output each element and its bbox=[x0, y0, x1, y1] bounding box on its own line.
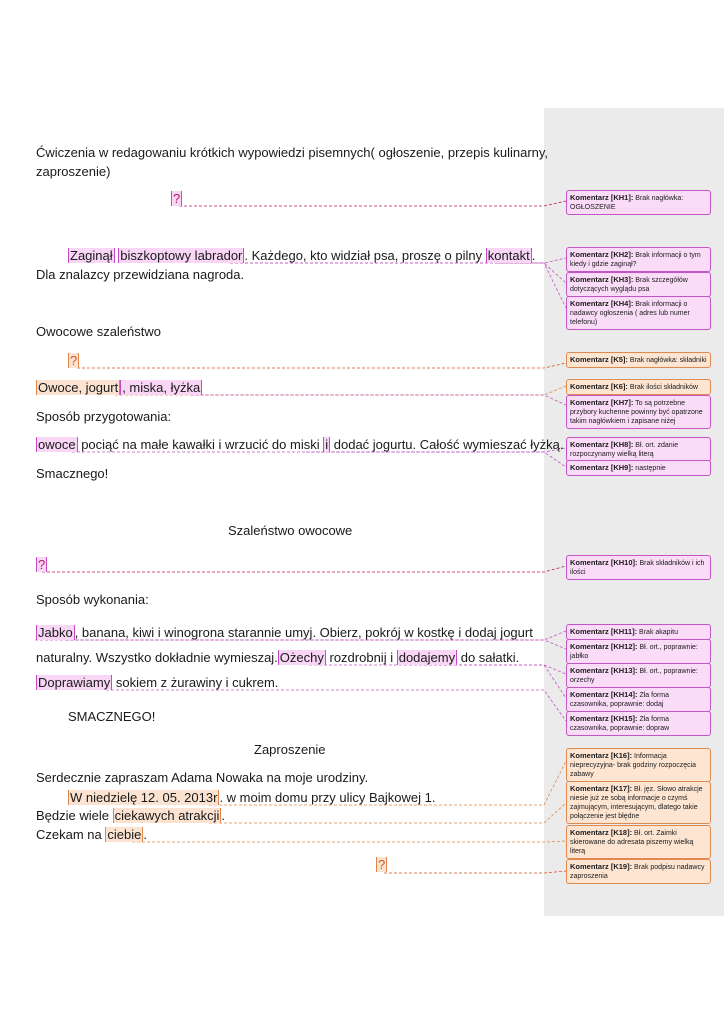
recipe-2-method-label: Sposób wykonania: bbox=[36, 592, 149, 607]
comment-k19[interactable]: Komentarz [K19]: Brak podpisu nadawcy zaproszenia bbox=[566, 859, 711, 884]
comment-k18[interactable]: Komentarz [K18]: Bł. ort. Zaimki skierowane do adresata piszemy wielką literą bbox=[566, 825, 711, 859]
invitation-line-1: Serdecznie zapraszam Adama Nowaka na moje urodziny. bbox=[36, 770, 369, 785]
comment-k16[interactable]: Komentarz [K16]: Informacja nieprecyzyjna- brak godziny rozpoczęcia zabawy bbox=[566, 748, 711, 782]
invitation-line-4: Czekam na ciebie . bbox=[36, 827, 147, 842]
comment-kh13[interactable]: Komentarz [KH13]: Bł. ort., poprawnie: orzechy bbox=[566, 663, 711, 688]
comment-k17[interactable]: Komentarz [K17]: Bł. jęz. Słowo atrakcje niesie już ze sobą informacje o czymś zajmującym, interesującym, dlatego takie połączenie jest błędne bbox=[566, 781, 711, 824]
comment-kh12[interactable]: Komentarz [KH12]: Bł. ort., poprawnie: jabłko bbox=[566, 639, 711, 664]
missing-signature-marker: ? bbox=[378, 857, 386, 872]
recipe-1-method-label: Sposób przygotowania: bbox=[36, 409, 172, 424]
title-line-2: zaproszenie) bbox=[36, 164, 111, 179]
comment-kh11[interactable]: Komentarz [KH11]: Brak akapitu bbox=[566, 624, 711, 640]
comment-kh8[interactable]: Komentarz [KH8]: Bł. ort. zdanie rozpoczynamy wielką literą bbox=[566, 437, 711, 462]
recipe-1-title: Owocowe szaleństwo bbox=[36, 324, 161, 339]
invitation-line-2: W niedzielę 12. 05. 2013r . w moim domu przy ulicy Bajkowej 1. bbox=[70, 790, 436, 805]
comment-kh4[interactable]: Komentarz [KH4]: Brak informacji o nadawcy ogłoszenia ( adres lub numer telefonu) bbox=[566, 296, 711, 330]
ogloszenie-line-1: Zaginął biszkoptowy labrador . Każdego, kto widział psa, proszę o pilny kontakt . bbox=[70, 248, 536, 263]
comment-k5[interactable]: Komentarz [K5]: Brak nagłówka: składniki bbox=[566, 352, 711, 368]
missing-ingredients-marker: ? bbox=[38, 557, 46, 572]
ogloszenie-line-2: Dla znalazcy przewidziana nagroda. bbox=[36, 267, 245, 282]
comment-kh15[interactable]: Komentarz [KH15]: Zła forma czasownika, poprawnie: dopraw bbox=[566, 711, 711, 736]
missing-header-marker-1: ? bbox=[173, 191, 181, 206]
comment-kh2[interactable]: Komentarz [KH2]: Brak informacji o tym kiedy i gdzie zaginął? bbox=[566, 247, 711, 272]
recipe-2-line-1: Jabko , banana, kiwi i winogrona starannie umyj. Obierz, pokrój w kostkę i dodaj jogurt bbox=[38, 625, 533, 640]
comment-kh7[interactable]: Komentarz [KH7]: To są potrzebne przybory kuchenne powinny być opatrzone takim nagłówkiem i zapisane niżej bbox=[566, 395, 711, 429]
recipe-2-line-2: naturalny. Wszystko dokładnie wymieszaj. Ożechy rozdrobnij i dodajemy do sałatki. bbox=[36, 650, 520, 665]
invitation-line-3: Będzie wiele ciekawych atrakcji . bbox=[36, 808, 226, 823]
comment-kh1[interactable]: Komentarz [KH1]: Brak nagłówka: OGŁOSZENIE bbox=[566, 190, 711, 215]
recipe-2-title: Szaleństwo owocowe bbox=[228, 523, 353, 538]
comment-kh14[interactable]: Komentarz [KH14]: Zła forma czasownika, poprawnie: dodaj bbox=[566, 687, 711, 712]
recipe-2-line-3: Doprawiamy sokiem z żurawiny i cukrem. bbox=[38, 675, 279, 690]
invitation-title: Zaproszenie bbox=[254, 742, 326, 757]
recipe-1-end: Smacznego! bbox=[36, 466, 109, 481]
comment-kh9[interactable]: Komentarz [KH9]: następnie bbox=[566, 460, 711, 476]
comment-k6[interactable]: Komentarz [K6]: Brak ilości składników bbox=[566, 379, 711, 395]
recipe-1-method: owoce pociąć na małe kawałki i wrzucić do miski i dodać jogurtu. Całość wymieszać łyżką. bbox=[38, 437, 564, 452]
title-line-1: Ćwiczenia w redagowaniu krótkich wypowiedzi pisemnych( ogłoszenie, przepis kulinarny, bbox=[36, 145, 549, 160]
missing-header-marker-2: ? bbox=[70, 353, 78, 368]
comment-kh10[interactable]: Komentarz [KH10]: Brak składników i ich ilości bbox=[566, 555, 711, 580]
recipe-2-end: SMACZNEGO! bbox=[68, 709, 156, 724]
comment-kh3[interactable]: Komentarz [KH3]: Brak szczegółów dotyczących wyglądu psa bbox=[566, 272, 711, 297]
recipe-1-ingredients: Owoce, jogurt , miska, łyżka bbox=[38, 380, 201, 395]
